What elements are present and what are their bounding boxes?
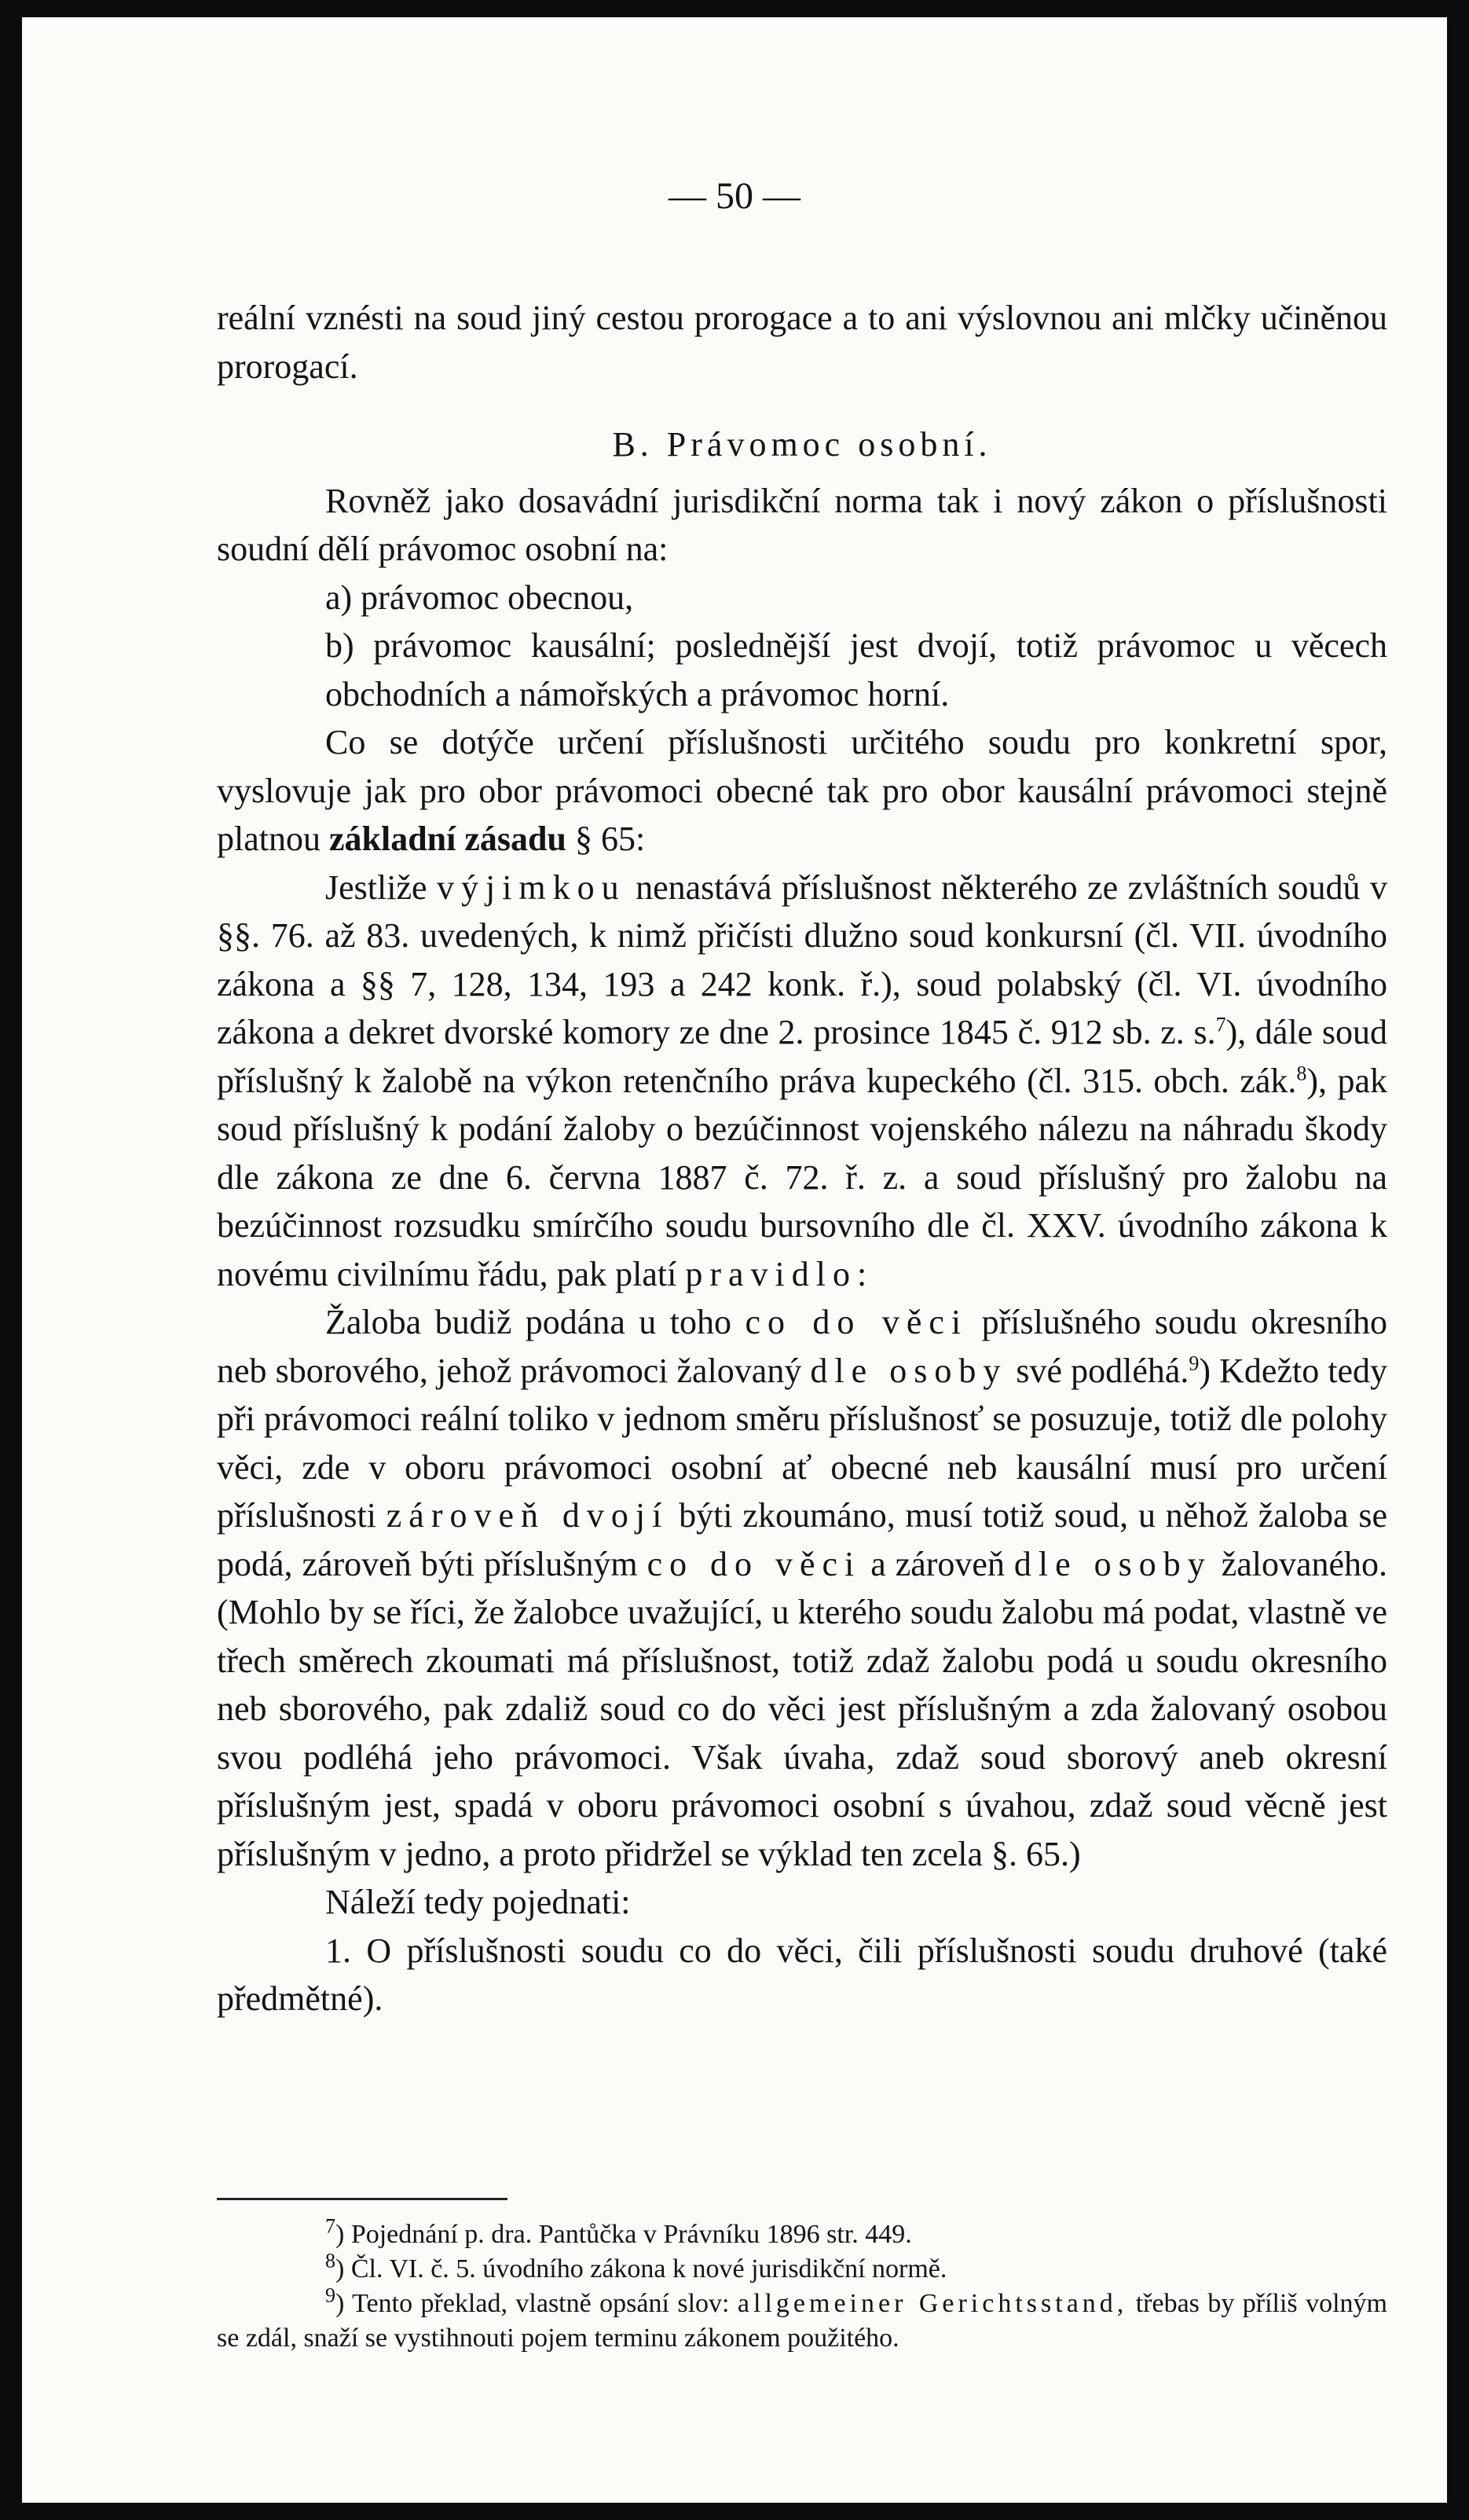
footnote-8-text: ) Čl. VI. č. 5. úvodního zákona k nové jurisdikční normě. [335,2254,947,2283]
section-heading: B. Právomoc osobní. [612,425,992,464]
list-item-b-text: b) právomoc kausální; poslednější jest dvojí, totiž právomoc u věcech obchodních a námořských a právomoc horní. [325,626,1387,713]
paragraph-exceptions [217,864,1387,1299]
rule-text-b: příslušného soudu okresního neb sborového, jehož právomoci žalovaný [217,1303,1388,1390]
exceptions-text-b: nenastává příslušnost některého ze zvláštních soudů v §§. 76. až 83. uvedených, k nimž přičísti dlužno soud konkursní (čl. VII. úvodního zákona a §§ 7, 128, 134, 193 a 242 konk. ř.), soud polabský (čl. VI. úvodního zákona a dekret dvorské komory ze dne 2. prosince 1845 č. 912 sb. z. s. [217,868,1387,1051]
rule-emphasis: pravidlo: [685,1254,874,1293]
paragraph-principle [217,718,1387,864]
rule-text-d: ) Kdežto tedy při právomoci reální toliko v jednom směru příslušnosť se posuzuje, totiž dle polohy věci, zde v oboru právomoci osobní ať obecné neb kausální musí pro určení příslušnosti [217,1351,1388,1535]
footnote-9-text-b: třebas by příliš volným se zdál, snaží se vystihnouti pojem terminu zákonem použitého. [217,2289,1387,2353]
intro-paragraph: Rovněž jako dosavádní jurisdikční norma tak i nový zákon o příslušnosti soudní dělí právomoc osobní na: [217,481,1387,568]
exceptions-text-c: ), dále soud příslušný k žalobě na výkon retenčního práva kupeckého (čl. 315. obch. zák. [217,1013,1387,1100]
rule-emphasis-3: zároveň dvojí [386,1496,669,1535]
list-item-b [217,622,1387,718]
rule-emphasis-4: co do věci [647,1544,862,1583]
footnote-7-text: ) Pojednání p. dra. Pantůčka v Právníku 1896 str. 449. [335,2220,912,2249]
footnote-divider [217,2198,507,2200]
paragraph-principle-ref: § 65: [574,820,646,858]
rule-text-g: žalovaného. (Mohlo by se říci, že žalobce uvažující, u kterého soudu žalobu má podat, vlastně ve třech směrech zkoumati má příslušnost, totiž zdaž žalobu podá u soudu okresního neb sborového, pak zdaliž soud co do věci jest příslušným a zda žalovaný osobou svou podléhá jeho právomoci. Však úvaha, zdaž soud sborový aneb okresní příslušným jest, spadá v oboru právomoci osobní s úvahou, zdaž soud věcně jest příslušným v jedno, a proto přidržel se výklad ten zcela §. 65.) [217,1544,1388,1873]
footnote-7-mark: 7 [325,2214,335,2238]
rule-emphasis-5: dle osoby [1013,1544,1212,1583]
footnote-9-emphasis: allgemeiner Gerichtsstand, [737,2289,1128,2318]
rule-emphasis-1: co do věci [745,1303,969,1341]
page [22,17,1447,2503]
footnote-8 [217,2249,1387,2287]
main-text [217,294,1387,2023]
list-item-a: a) právomoc obecnou, [325,578,634,617]
paragraph-principle-text: Co se dotýče určení příslušnosti určitého soudu pro konkretní spor, vyslovuje jak pro obor právomoci obecné tak pro obor kausální právomoci stejně platnou [217,723,1387,858]
footnotes [217,2214,1387,2356]
footnote-9 [217,2283,1387,2356]
footnote-ref-9: 9 [1189,1351,1200,1374]
rule-text-c: své podléhá. [1016,1351,1189,1390]
paragraph-topic-1: 1. O příslušnosti soudu co do věci, čili příslušnosti soudu druhové (také předmětné). [217,1931,1387,2018]
principle-emphasis: základní zásadu [328,820,566,858]
rule-text-e: býti zkoumáno, musí totiž soud, u něhož žaloba se podá, zároveň býti příslušným [217,1496,1387,1583]
footnote-7 [217,2214,1387,2252]
footnote-8-mark: 8 [325,2249,335,2272]
exceptions-emphasis: výjimkou [436,868,626,907]
paragraph-rule [217,1298,1387,1878]
opening-paragraph: reální vznésti na soud jiný cestou prorogace a to ani výslovnou ani mlčky učiněnou prorogací. [217,299,1387,386]
exceptions-text-a: Jestliže [325,868,427,907]
footnote-9-text-a: ) Tento překlad, vlastně opsání slov: [335,2289,730,2318]
exceptions-text-d: ), pak soud příslušný k podání žaloby o bezúčinnost vojenského nálezu na náhradu škody dle zákona ze dne 6. června 1887 č. 72. ř. z. a soud příslušný pro žalobu na bezúčinnost rozsudku smírčího soudu bursovního dle čl. XXV. úvodního zákona k novému civilnímu řádu, pak platí [217,1061,1388,1293]
page-number: — 50 — [669,175,800,217]
footnote-ref-7: 7 [1215,1013,1226,1036]
footnote-ref-8: 8 [1296,1061,1307,1084]
rule-text-f: a zároveň [870,1544,1005,1583]
rule-emphasis-2: dle osoby [810,1351,1008,1390]
paragraph-topics: Náleží tedy pojednati: [325,1883,631,1921]
rule-text-a: Žaloba budiž podána u toho [325,1303,731,1341]
footnote-9-mark: 9 [325,2283,335,2307]
